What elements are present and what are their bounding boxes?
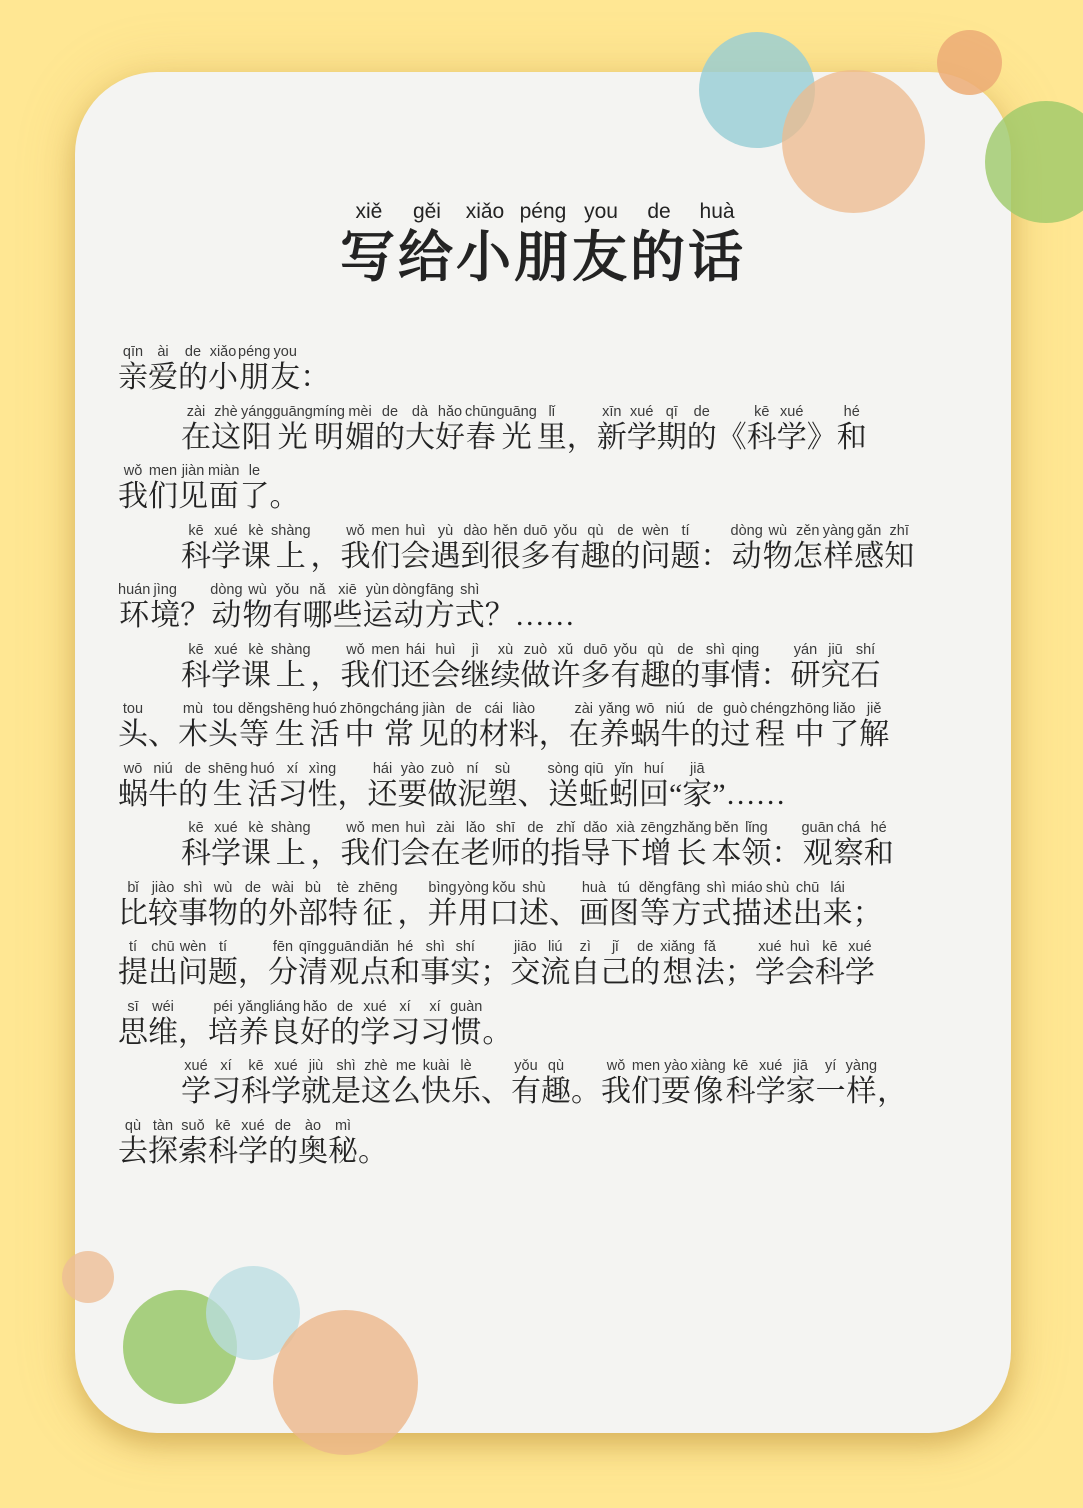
char-with-pinyin: ？ [484,599,515,632]
char-with-pinyin: 观guān [328,939,361,989]
char-with-pinyin: 图tú [608,879,639,930]
char-with-pinyin: 朋péng [238,344,271,394]
char-with-pinyin: 的de [630,939,661,989]
char-with-pinyin: 话huà [688,200,747,288]
char-with-pinyin: 是shì [331,1058,361,1108]
char-with-pinyin: 老lǎo [460,820,491,870]
char-with-pinyin: 学xué [211,820,241,870]
char-with-pinyin: 还hái [367,760,398,811]
char-with-pinyin: 们men [631,1058,661,1108]
char-with-pinyin: 学xué [271,1058,301,1108]
char-with-pinyin: 我wǒ [340,641,371,692]
text-line [118,463,968,523]
char-with-pinyin: 《 [716,420,747,454]
char-with-pinyin: 究jiū [820,641,851,692]
char-with-pinyin: 的de [686,403,717,454]
char-with-pinyin: 学xué [211,641,241,692]
char-with-pinyin: 事shì [178,879,208,930]
char-with-pinyin: 事shì [420,939,451,989]
char-with-pinyin: 学xué [238,1117,268,1168]
char-with-pinyin: 方fāng [671,879,702,930]
char-with-pinyin: 亲qīn [118,344,148,394]
char-with-pinyin: 还hái [400,641,431,692]
char-with-pinyin: 和hé [863,820,894,870]
char-with-pinyin: 们men [370,641,401,692]
char-with-pinyin: 些xiē [332,582,363,632]
char-with-pinyin: 解jiě [859,701,890,751]
char-with-pinyin: 回huí [638,760,669,811]
char-with-pinyin: 趣qù [541,1058,571,1108]
char-with-pinyin: 培péi [208,998,238,1049]
char-with-pinyin: 、 [148,718,178,751]
char-with-pinyin: 。 [358,1134,388,1168]
char-with-pinyin: 家jiā [682,760,713,811]
char-with-pinyin: 物wù [242,582,273,632]
char-with-pinyin: 己jǐ [600,939,631,989]
char-with-pinyin: 哪nǎ [302,582,333,632]
char-with-pinyin: 的de [268,1117,298,1168]
char-with-pinyin: 事shì [700,641,731,692]
char-with-pinyin: 习xí [390,998,421,1049]
char-with-pinyin: 动dòng [210,582,243,632]
char-with-pinyin: 有yǒu [550,522,581,573]
char-with-pinyin: 的de [610,522,641,573]
char-with-pinyin: 的de [178,760,208,811]
char-with-pinyin: 物wù [208,879,238,930]
char-with-pinyin: 的de [670,641,701,692]
char-with-pinyin: 在zài [430,820,461,870]
char-with-pinyin: 给gěi [397,200,456,288]
char-with-pinyin: 部bù [298,879,328,930]
char-with-pinyin: 学xué [181,1058,211,1108]
char-with-pinyin: 等děng [638,879,672,930]
char-with-pinyin: ： [700,539,731,573]
text-line [118,820,968,880]
char-with-pinyin: 里lǐ [536,403,567,454]
char-with-pinyin: 用yòng [457,879,489,930]
char-with-pinyin: 牛niú [660,701,691,751]
char-with-pinyin: ： [771,837,802,870]
char-with-pinyin: ， [877,1075,908,1108]
char-with-pinyin: ； [724,956,755,989]
char-with-pinyin: 生shēng [208,760,248,811]
char-with-pinyin: 方fāng [424,582,455,632]
char-with-pinyin: 媚mèi [345,403,375,454]
char-with-pinyin: 多duō [520,522,551,573]
char-with-pinyin: 导dǎo [580,820,611,870]
char-with-pinyin: 小xiǎo [208,344,238,394]
text-line [118,404,968,464]
char-with-pinyin: ； [480,956,511,989]
char-with-pinyin: 这zhè [211,403,241,454]
char-with-pinyin: 养yǎng [238,998,270,1049]
char-with-pinyin: 问wèn [178,939,208,989]
char-with-pinyin: 么me [391,1058,421,1108]
text-line [118,999,968,1059]
content-card [75,72,1011,1433]
char-with-pinyin: 长zhǎng [671,820,712,870]
char-with-pinyin: 惯guàn [450,998,483,1049]
char-with-pinyin: 实shí [450,939,481,989]
char-with-pinyin: 研yán [790,641,821,692]
char-with-pinyin: 自zì [570,939,601,989]
char-with-pinyin: 常cháng [379,701,419,751]
char-with-pinyin: 家jiā [785,1058,816,1108]
char-with-pinyin: 索suǒ [178,1117,208,1168]
char-with-pinyin: 的de [330,998,361,1049]
char-with-pinyin: 来lái [822,879,853,930]
char-with-pinyin: 活huó [309,701,340,751]
char-with-pinyin: 探tàn [148,1117,178,1168]
char-with-pinyin: 多duō [580,641,611,692]
char-with-pinyin: 了liǎo [829,701,860,751]
char-with-pinyin: 述shù [762,879,793,930]
char-with-pinyin: 科kē [181,820,211,870]
char-with-pinyin: 课kè [241,522,271,573]
char-with-pinyin: 感gǎn [854,522,885,573]
char-with-pinyin: 我wǒ [118,463,148,513]
char-with-pinyin: 题tí [208,939,238,989]
char-with-pinyin: 的de [238,879,268,930]
char-with-pinyin: 送sòng [547,760,579,811]
char-with-pinyin: 材cái [478,701,509,751]
char-with-pinyin: 交jiāo [510,939,541,989]
char-with-pinyin: 征zhēng [358,879,398,930]
char-with-pinyin: ？ [180,599,211,632]
char-with-pinyin: 朋péng [513,200,572,288]
char-with-pinyin: 趣qù [640,641,671,692]
char-with-pinyin: 的de [375,403,405,454]
char-with-pinyin: 蚓yǐn [608,760,639,811]
text-line [118,939,968,999]
char-with-pinyin: 中zhōng [339,701,380,751]
char-with-pinyin: 怎zěn [792,522,823,573]
char-with-pinyin: 像xiàng [691,1058,726,1108]
char-with-pinyin: …… [725,777,786,811]
char-with-pinyin: ， [310,837,341,870]
char-with-pinyin: 蜗wō [630,701,661,751]
char-with-pinyin: ， [310,539,341,573]
char-with-pinyin: 课kè [241,641,271,692]
char-with-pinyin: 大dà [405,403,435,454]
char-with-pinyin: 动dòng [730,522,763,573]
char-with-pinyin: 师shī [490,820,521,870]
char-with-pinyin: 生shēng [270,701,310,751]
char-with-pinyin: 领lǐng [741,820,772,870]
char-with-pinyin: 流liú [540,939,571,989]
char-with-pinyin: 提tí [118,939,148,989]
char-with-pinyin: 见jiàn [178,463,208,513]
char-with-pinyin: 在zài [181,403,211,454]
char-with-pinyin: 期qī [656,403,687,454]
text-line [118,761,968,821]
text-line [118,642,968,702]
char-with-pinyin: 面miàn [208,463,240,513]
char-with-pinyin: 继jì [460,641,491,692]
char-with-pinyin: 我wǒ [601,1058,631,1108]
char-with-pinyin: 的de [178,344,208,394]
char-with-pinyin: 思sī [118,998,148,1049]
text-line [118,1058,968,1118]
char-with-pinyin: ： [300,361,331,394]
char-with-pinyin: 、 [481,1075,511,1108]
char-with-pinyin: 明míng [312,403,345,454]
char-with-pinyin: 良liáng [269,998,301,1049]
char-with-pinyin: 增zēng [640,820,672,870]
char-with-pinyin: 式shì [454,582,485,632]
char-with-pinyin: ， [238,956,268,989]
char-with-pinyin: 牛niú [148,760,178,811]
char-with-pinyin: 样yàng [822,522,855,573]
char-with-pinyin: 、 [548,896,579,930]
char-with-pinyin: 这zhè [361,1058,391,1108]
char-with-pinyin: 会huì [430,641,461,692]
char-with-pinyin: 外wài [268,879,298,930]
char-with-pinyin: 趣qù [580,522,611,573]
char-with-pinyin: 阳yáng [241,403,273,454]
char-with-pinyin: 我wǒ [340,820,371,870]
char-with-pinyin: 们men [370,522,401,573]
char-with-pinyin: 。 [571,1075,601,1108]
char-with-pinyin: 运yùn [362,582,393,632]
char-with-pinyin: “ [668,777,683,811]
char-with-pinyin: 科kē [746,403,777,454]
char-with-pinyin: 样yàng [845,1058,878,1108]
char-with-pinyin: 养yǎng [598,701,631,751]
char-with-pinyin: 泥ní [457,760,488,811]
char-with-pinyin: 在zài [568,701,599,751]
char-with-pinyin: 科kē [181,641,211,692]
char-with-pinyin: 快kuài [421,1058,451,1108]
char-with-pinyin: 料liào [508,701,539,751]
char-with-pinyin: 友you [572,200,631,288]
char-with-pinyin: 好hǎo [300,998,331,1049]
char-with-pinyin: 科kē [814,939,845,989]
char-with-pinyin: 点diǎn [360,939,391,989]
char-with-pinyin: 一yí [815,1058,846,1108]
char-with-pinyin: 了le [239,463,270,513]
char-with-pinyin: 课kè [241,820,271,870]
char-with-pinyin: ， [310,658,341,692]
char-with-pinyin: 小xiǎo [455,200,514,288]
char-with-pinyin: 、 [517,777,548,811]
char-with-pinyin: 较jiào [148,879,178,930]
char-with-pinyin: 上shàng [271,641,311,692]
char-with-pinyin: 分fēn [268,939,298,989]
char-with-pinyin: 好hǎo [435,403,465,454]
char-with-pinyin: 的de [520,820,551,870]
char-with-pinyin: 木mù [178,701,208,751]
char-with-pinyin: 比bǐ [118,879,148,930]
char-with-pinyin: 问wèn [640,522,671,573]
char-with-pinyin: 题tí [670,522,701,573]
char-with-pinyin: 光guāng [496,403,537,454]
char-with-pinyin: 描miáo [731,879,763,930]
char-with-pinyin: 爱ài [148,344,178,394]
char-with-pinyin: 法fǎ [694,939,725,989]
char-with-pinyin: 境jìng [150,582,181,632]
char-with-pinyin: 中zhōng [789,701,830,751]
char-with-pinyin: 塑sù [487,760,518,811]
char-with-pinyin: 有yǒu [511,1058,541,1108]
char-with-pinyin: 我wǒ [340,522,371,573]
char-with-pinyin: 本běn [711,820,742,870]
char-with-pinyin: ， [178,1015,208,1049]
char-with-pinyin: 会huì [784,939,815,989]
char-with-pinyin: 遇yù [430,522,461,573]
char-with-pinyin: 画huà [578,879,609,930]
text-line [118,701,968,761]
char-with-pinyin: 物wù [762,522,793,573]
text-line [118,582,968,642]
char-with-pinyin: 秘mì [328,1117,358,1168]
char-with-pinyin: 科kē [241,1058,271,1108]
text-line [118,523,968,583]
char-with-pinyin: 石shí [850,641,881,692]
char-with-pinyin: 和hé [836,403,867,454]
char-with-pinyin: 做zuò [427,760,458,811]
char-with-pinyin: 有yǒu [272,582,303,632]
char-with-pinyin: 动dòng [392,582,425,632]
char-with-pinyin: 特tè [328,879,358,930]
char-with-pinyin: ： [760,658,791,692]
char-with-pinyin: ； [852,896,883,930]
char-with-pinyin: 述shù [518,879,549,930]
char-with-pinyin: 蚯qiū [578,760,609,811]
char-with-pinyin: 学xué [755,1058,786,1108]
char-with-pinyin: 并bìng [427,879,458,930]
char-with-pinyin: 会huì [400,820,431,870]
char-with-pinyin: 去qù [118,1117,148,1168]
char-with-pinyin: 活huó [247,760,278,811]
char-with-pinyin: 程chéng [750,701,790,751]
char-with-pinyin: ， [337,777,368,811]
char-with-pinyin: 科kē [725,1058,756,1108]
char-with-pinyin: 做zuò [520,641,551,692]
char-with-pinyin: 出chū [792,879,823,930]
char-with-pinyin: 科kē [181,522,211,573]
char-with-pinyin: 新xīn [596,403,627,454]
char-with-pinyin: 见jiàn [418,701,449,751]
char-with-pinyin: 头tou [118,701,148,751]
char-with-pinyin: 学xué [844,939,875,989]
char-with-pinyin: 蜗wō [118,760,148,811]
char-with-pinyin: 习xí [277,760,308,811]
char-with-pinyin: 科kē [208,1117,238,1168]
char-with-pinyin: 下xià [610,820,641,870]
char-with-pinyin: 们men [148,463,178,513]
char-with-pinyin: 知zhī [884,522,915,573]
char-with-pinyin: 续xù [490,641,521,692]
char-with-pinyin: 春chūn [465,403,497,454]
char-with-pinyin: 学xué [776,403,807,454]
char-with-pinyin: 性xìng [307,760,338,811]
char-with-pinyin: ” [712,777,726,811]
char-with-pinyin: 和hé [390,939,421,989]
body-text [118,344,968,1177]
char-with-pinyin: ， [566,420,597,454]
char-with-pinyin: 。 [482,1015,513,1049]
char-with-pinyin: 有yǒu [610,641,641,692]
char-with-pinyin: 上shàng [271,522,311,573]
char-with-pinyin: 要yào [661,1058,691,1108]
char-with-pinyin: 的de [690,701,721,751]
text-line [118,880,968,940]
char-with-pinyin: …… [514,599,575,632]
char-with-pinyin: 察chá [833,820,864,870]
char-with-pinyin: 想xiǎng [660,939,695,989]
char-with-pinyin: 过guò [720,701,751,751]
char-with-pinyin: 维wéi [148,998,178,1049]
char-with-pinyin: 头tou [208,701,238,751]
char-with-pinyin: 习xí [211,1058,241,1108]
char-with-pinyin: 口kǒu [488,879,519,930]
char-with-pinyin: 环huán [118,582,151,632]
char-with-pinyin: 出chū [148,939,178,989]
char-with-pinyin: 很hěn [490,522,521,573]
char-with-pinyin: 就jiù [301,1058,331,1108]
char-with-pinyin: 友you [270,344,301,394]
char-with-pinyin: 们men [370,820,401,870]
char-with-pinyin: 到dào [460,522,491,573]
char-with-pinyin: 要yào [397,760,428,811]
text-line [118,1118,968,1178]
page-title [75,200,1011,292]
char-with-pinyin: 学xué [754,939,785,989]
char-with-pinyin: 写xiě [339,200,398,288]
char-with-pinyin: 学xué [626,403,657,454]
char-with-pinyin: 光guāng [272,403,313,454]
char-with-pinyin: 等děng [238,701,271,751]
char-with-pinyin: 许xǔ [550,641,581,692]
char-with-pinyin: 情qing [730,641,761,692]
char-with-pinyin: 》 [806,420,837,454]
char-with-pinyin: 奥ào [298,1117,328,1168]
char-with-pinyin: ， [538,718,569,751]
char-with-pinyin: 习xí [420,998,451,1049]
char-with-pinyin: 式shì [701,879,732,930]
char-with-pinyin: 指zhǐ [550,820,581,870]
char-with-pinyin: 会huì [400,522,431,573]
text-line [118,344,968,404]
char-with-pinyin: 上shàng [271,820,311,870]
char-with-pinyin: 。 [269,480,300,513]
char-with-pinyin: 清qīng [298,939,328,989]
char-with-pinyin: 学xué [211,522,241,573]
char-with-pinyin: ， [397,896,428,930]
char-with-pinyin: 学xué [360,998,391,1049]
char-with-pinyin: 的de [448,701,479,751]
char-with-pinyin: 的de [630,200,689,288]
char-with-pinyin: 乐lè [451,1058,481,1108]
char-with-pinyin: 观guān [801,820,834,870]
